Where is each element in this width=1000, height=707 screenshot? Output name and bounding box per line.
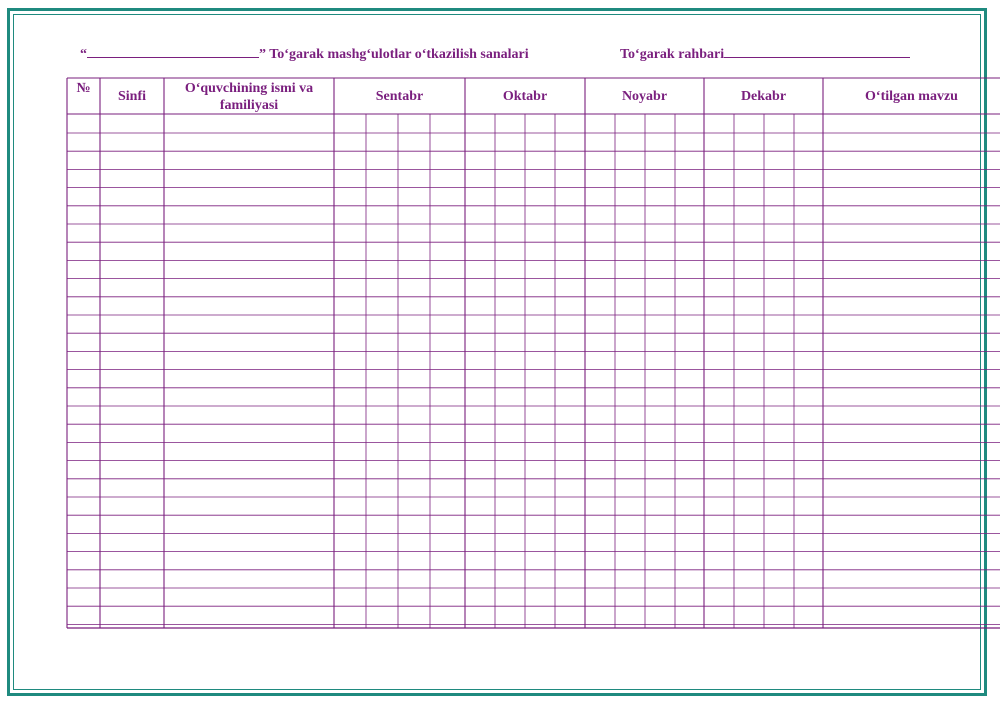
open-quote: “ bbox=[80, 47, 87, 62]
col-header-topic: O‘tilgan mavzu bbox=[865, 89, 958, 104]
col-header-month-oktabr: Oktabr bbox=[502, 89, 548, 104]
form-title-text: ” To‘garak mashg‘ulotlar o‘tkazilish sanalari bbox=[259, 47, 529, 62]
col-header-student-name: O‘quvchining ismi va familiyasi bbox=[184, 81, 314, 113]
col-header-month-noyabr: Noyabr bbox=[621, 89, 668, 104]
leader-label: To‘garak rahbari bbox=[620, 47, 725, 62]
col-header-month-sentabr: Sentabr bbox=[375, 89, 424, 104]
col-header-number: № bbox=[76, 81, 91, 96]
col-header-month-dekabr: Dekabr bbox=[740, 89, 787, 104]
col-header-class: Sinfi bbox=[117, 89, 146, 104]
